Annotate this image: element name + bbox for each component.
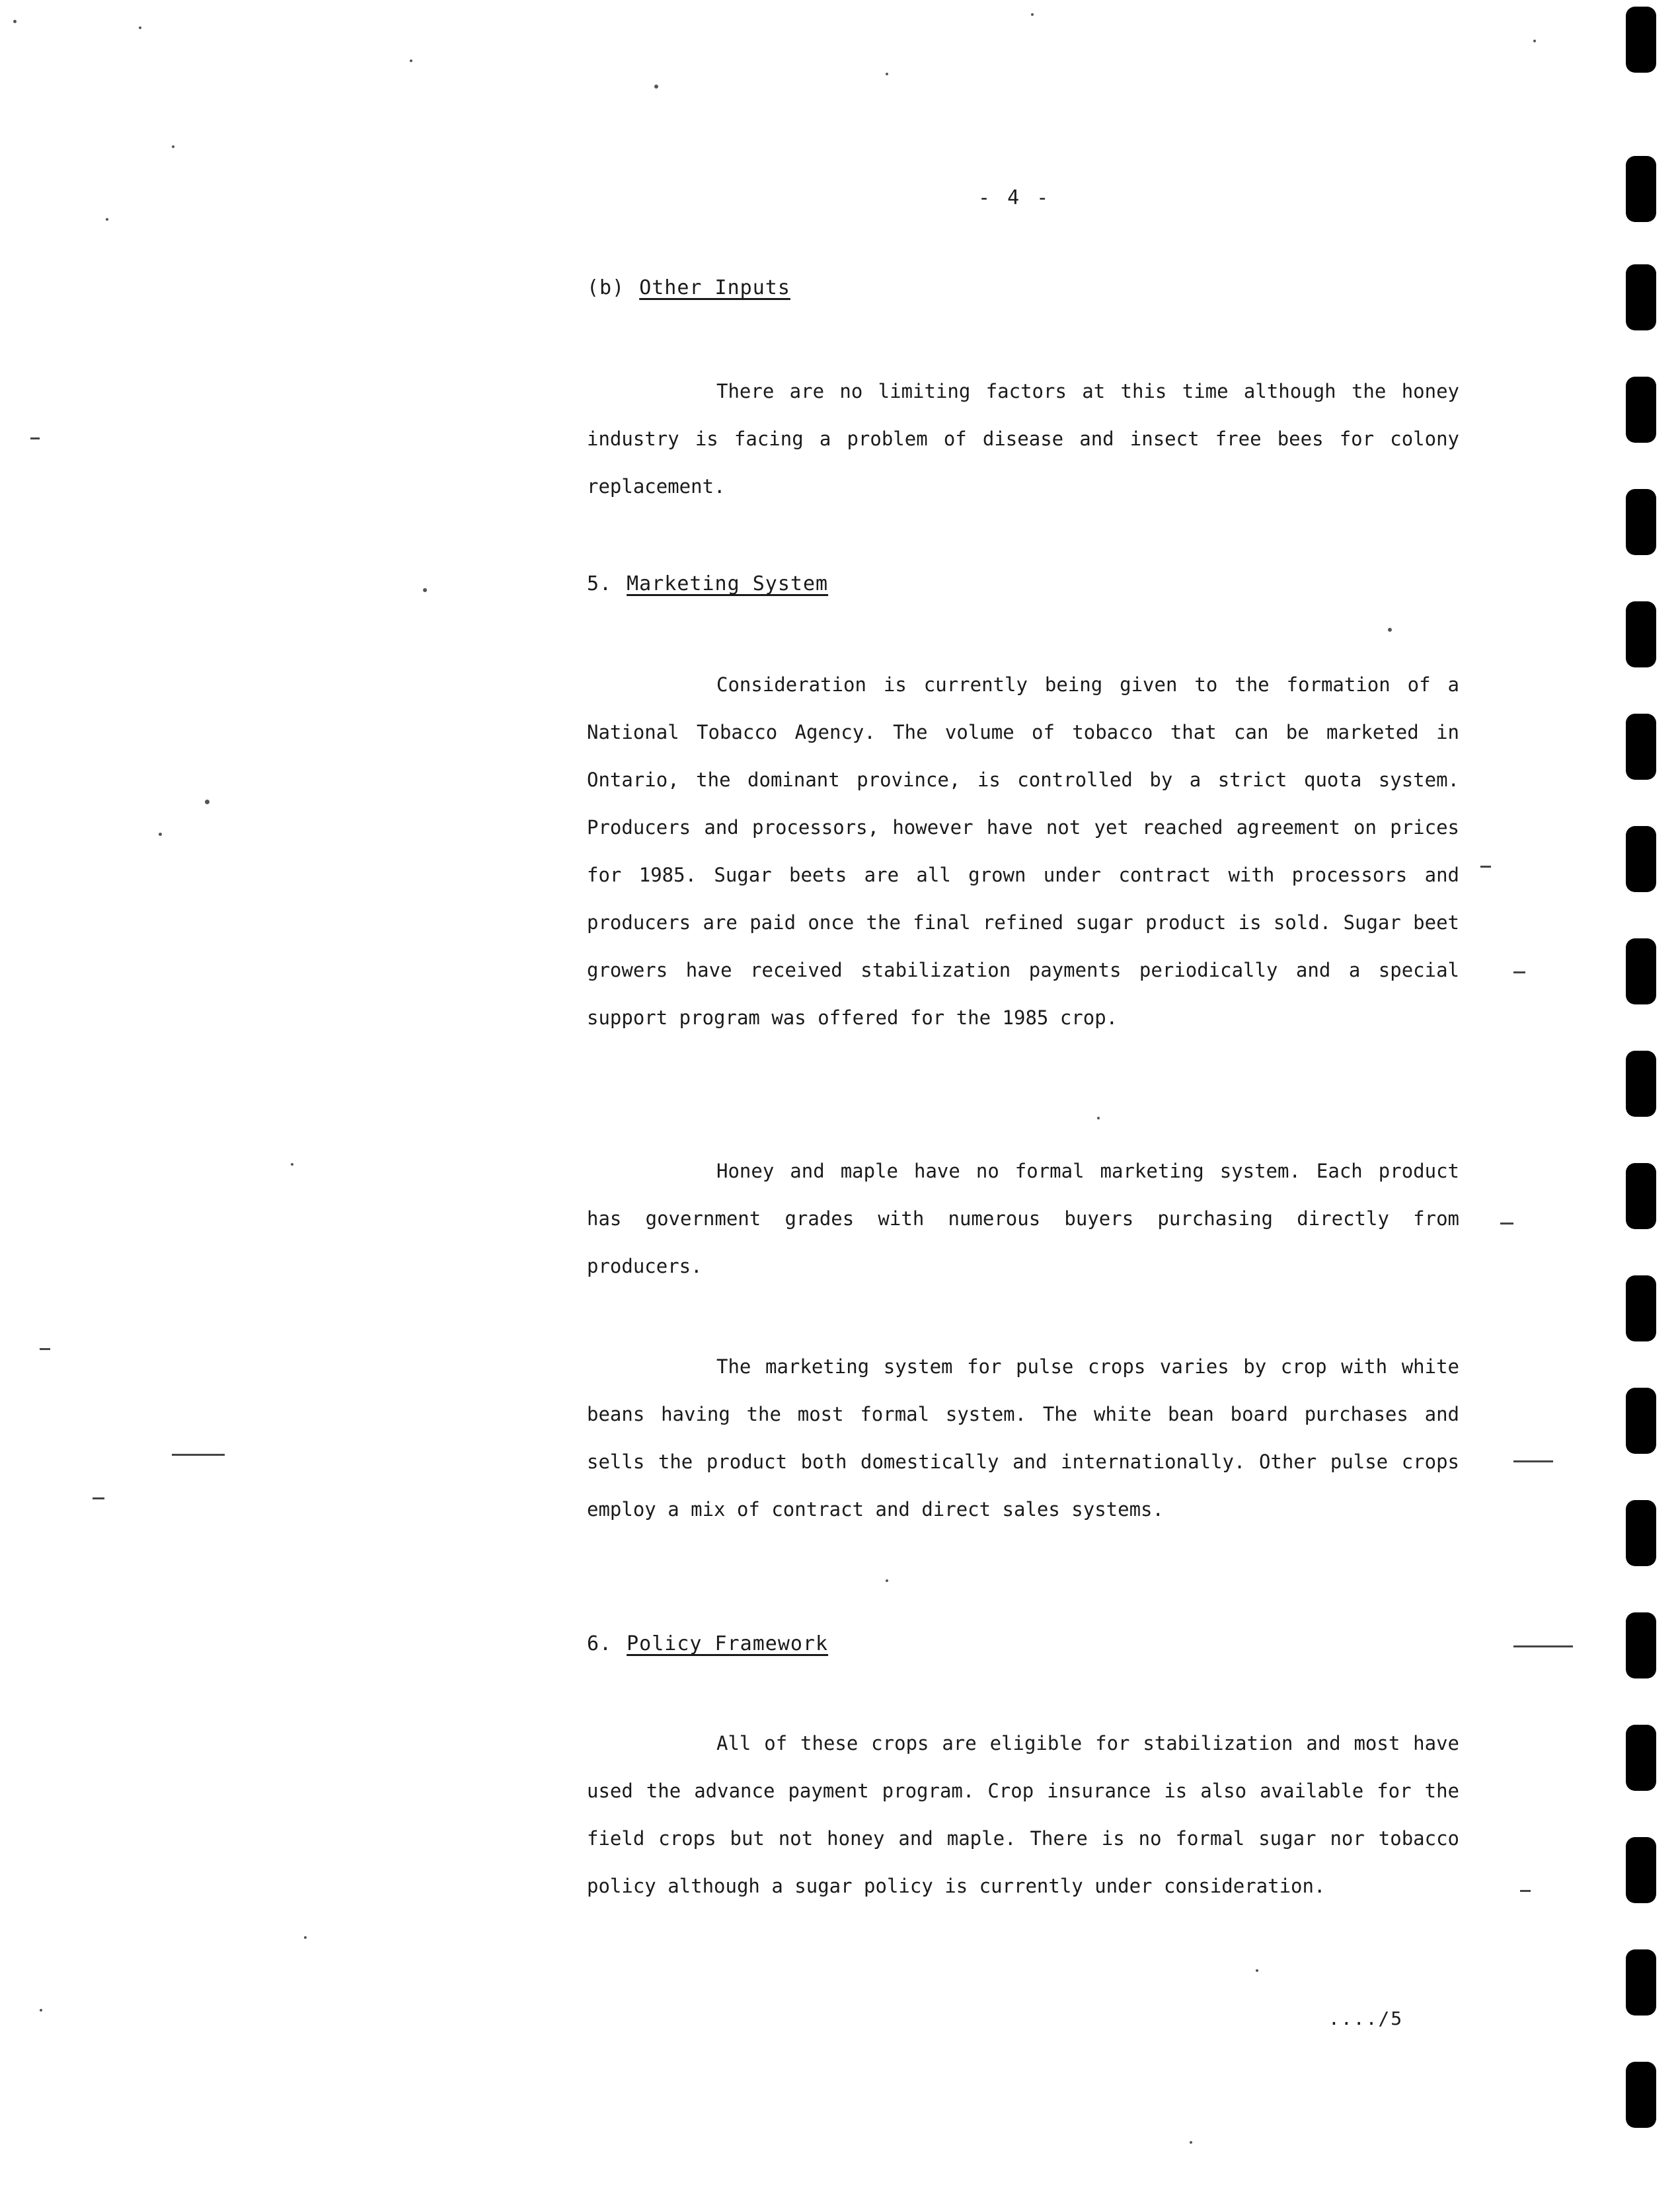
paragraph-marketing-2: Honey and maple have no formal marketing system. Each product has government grades with numerous buyers purchasing directly from producers. — [587, 1160, 1459, 1277]
binding-mark — [1626, 377, 1656, 443]
heading-marketing-system — [587, 572, 828, 595]
binding-mark — [1626, 1725, 1656, 1791]
page-number: - 4 - — [978, 186, 1051, 209]
continued-marker: ..../5 — [1328, 2008, 1404, 2029]
heading-number: (b) — [587, 276, 625, 299]
binding-mark — [1626, 601, 1656, 667]
heading-policy-framework — [587, 1632, 828, 1655]
binding-mark — [1626, 1612, 1656, 1678]
binding-marks — [1626, 0, 1665, 2186]
binding-mark — [1626, 7, 1656, 73]
binding-mark — [1626, 1949, 1656, 2016]
binding-mark — [1626, 156, 1656, 222]
binding-mark — [1626, 1500, 1656, 1566]
binding-mark — [1626, 489, 1656, 555]
binding-mark — [1626, 826, 1656, 892]
heading-number: 6. — [587, 1632, 613, 1655]
heading-number: 5. — [587, 572, 613, 595]
binding-mark — [1626, 1275, 1656, 1341]
paragraph-other-inputs: There are no limiting factors at this time although the honey industry is facing a problem of disease and insect free bees for colony replacement. — [587, 380, 1459, 498]
heading-title: Policy Framework — [627, 1632, 829, 1655]
heading-title: Other Inputs — [639, 276, 790, 299]
paragraph-marketing-3: The marketing system for pulse crops varies by crop with white beans having the most formal system. The white bean board purchases and sells the product both domestically and internationally. Other pulse crops employ a mix of contract and direct sales systems. — [587, 1355, 1459, 1521]
binding-mark — [1626, 1163, 1656, 1229]
binding-mark — [1626, 1837, 1656, 1903]
heading-title: Marketing System — [627, 572, 829, 595]
binding-mark — [1626, 2062, 1656, 2128]
binding-mark — [1626, 1051, 1656, 1117]
paragraph-policy: All of these crops are eligible for stabilization and most have used the advance payment program. Crop insurance is also available for the field crops but not honey and maple. There is no formal sugar nor tobacco policy although a sugar policy is currently under consideration. — [587, 1732, 1459, 1897]
binding-mark — [1626, 264, 1656, 330]
binding-mark — [1626, 714, 1656, 780]
binding-mark — [1626, 938, 1656, 1004]
heading-other-inputs — [587, 276, 790, 299]
binding-mark — [1626, 1388, 1656, 1454]
paragraph-marketing-1: Consideration is currently being given to the formation of a National Tobacco Agency. The volume of tobacco that can be marketed in Ontario, the dominant province, is controlled by a strict quota system. Producers and processors, however have not yet reached agreement on prices for 1985. Sugar beets are all grown under contract with processors and producers are paid once the final refined sugar product is sold. Sugar beet growers have received stabilization payments periodically and a special support program was offered for the 1985 crop. — [587, 673, 1459, 1029]
